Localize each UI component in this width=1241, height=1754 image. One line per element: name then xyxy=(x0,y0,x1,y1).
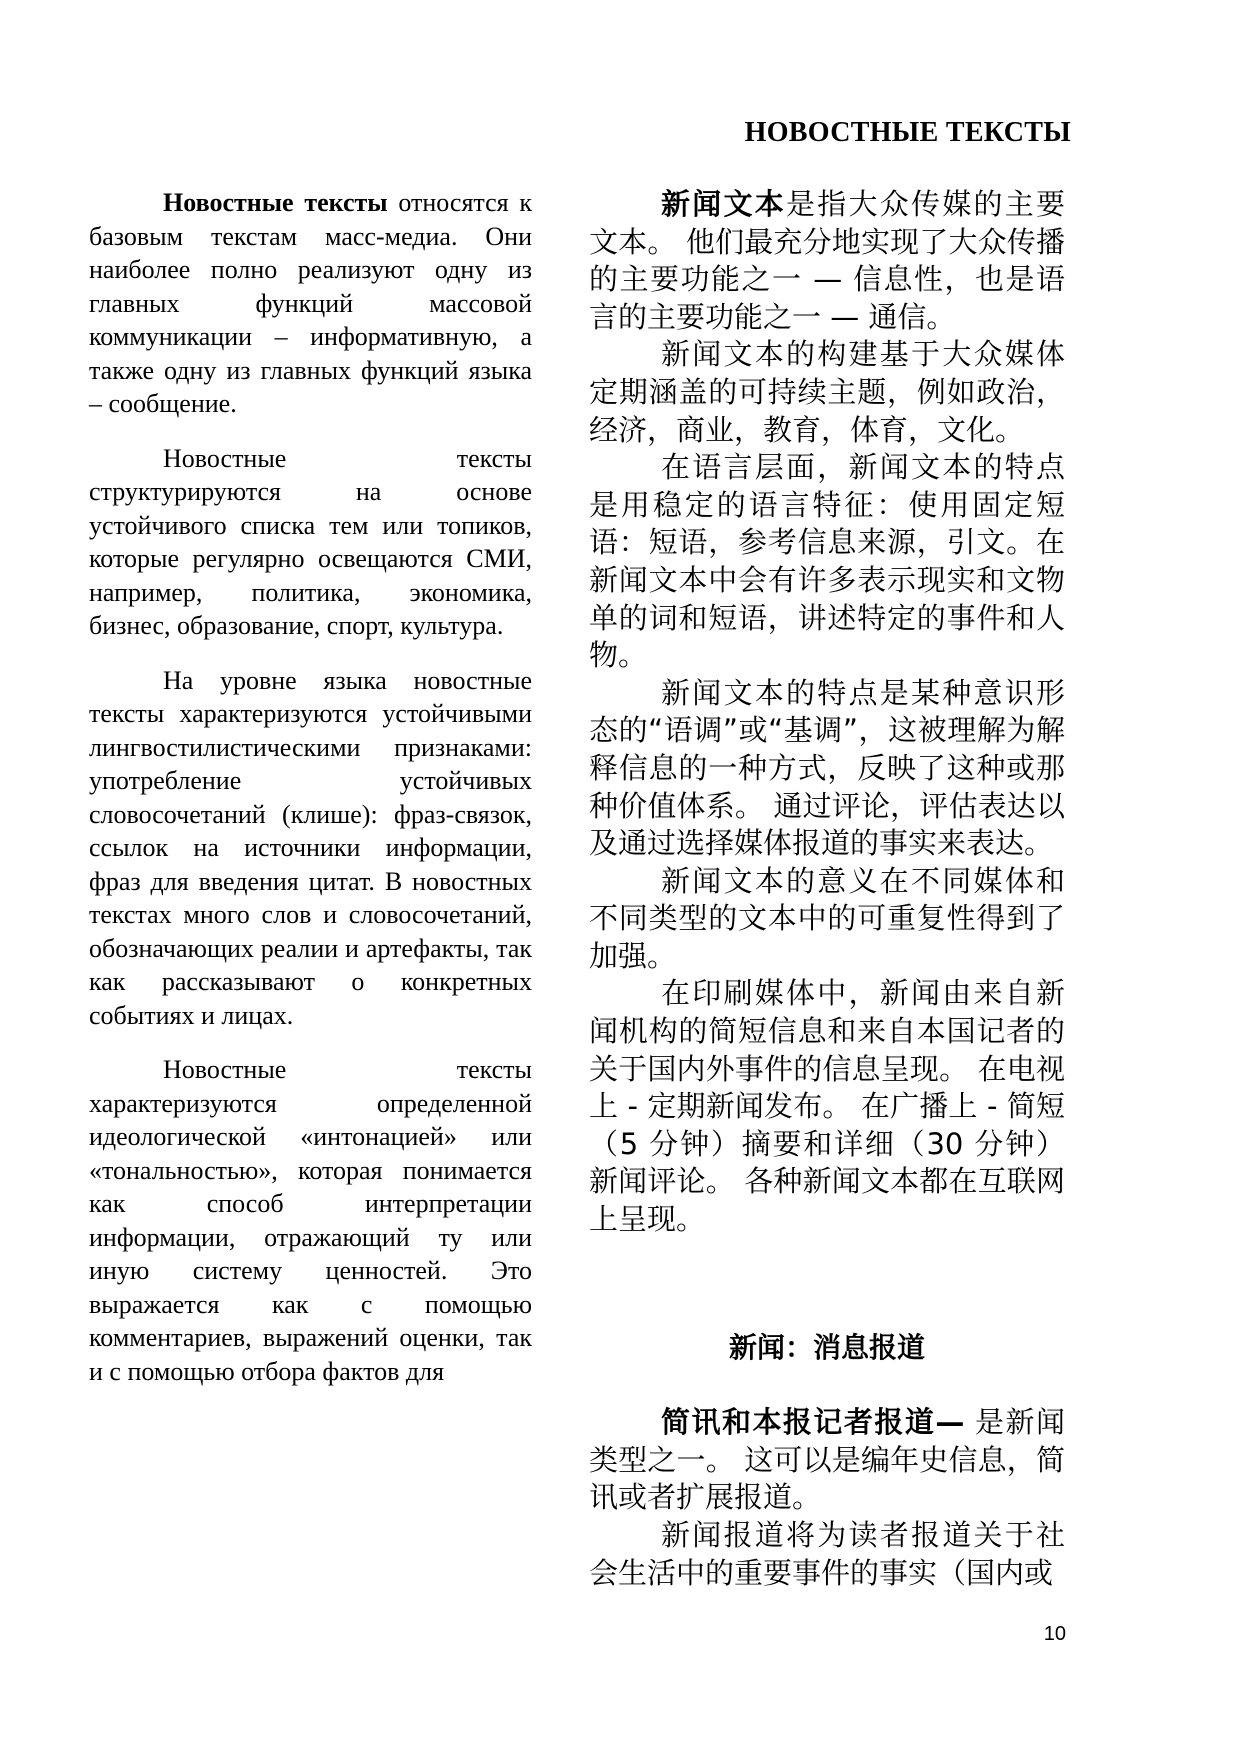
chinese-paragraph-7-text: 是新闻类型之一。 这可以是编年史信息，简讯或者扩展报道。 xyxy=(589,1405,1065,1515)
page-title: НОВОСТНЫЕ ТЕКСТЫ xyxy=(744,117,1071,148)
russian-paragraph-2: Новостные тексты структурируются на основе устойчивого списка тем или топиков, которые регулярно освещаются СМИ, например, политика, экономика, бизнес, образование, спорт, культура. xyxy=(89,443,532,640)
chinese-paragraph-3: 在语言层面，新闻文本的特点是用稳定的语言特征：使用固定短语：短语，参考信息来源，引文。在新闻文本中会有许多表示现实和文物单的词和短语，讲述特定的事件和人物。 xyxy=(589,450,1065,673)
russian-paragraph-1 xyxy=(89,186,532,421)
russian-paragraph-3: На уровне языка новостные тексты характеризуются устойчивыми лингвостилистическими признаками: употребление устойчивых словосочетаний (клише): фраз-связок, ссылок на источники информации, фраз для введения цитат. В новостных текстах много слов и словосочетаний, обозначающих реалии и артефакты, так как рассказывают о конкретных событиях и лицах. xyxy=(89,665,532,1030)
chinese-paragraph-5: 新闻文本的意义在不同媒体和不同类型的文本中的可重复性得到了加强。 xyxy=(589,863,1065,973)
chinese-paragraph-8: 新闻报道将为读者报道关于社会生活中的重要事件的事实（国内或 xyxy=(589,1518,1065,1590)
chinese-term-bold: 新闻文本 xyxy=(661,187,786,221)
chinese-paragraph-1 xyxy=(589,186,1065,336)
chinese-paragraph-7 xyxy=(589,1404,1065,1517)
chinese-paragraph-6: 在印刷媒体中，新闻由来自新闻机构的简短信息和来自本国记者的关于国内外事件的信息呈现。 在电视上 - 定期新闻发布。 在广播上 - 简短（5 分钟）摘要和详细（30 分钟）新闻评论。 各种新闻文本都在互联网上呈现。 xyxy=(589,976,1065,1237)
page-number: 10 xyxy=(1043,1623,1066,1645)
chinese-paragraph-1-text: 是指大众传媒的主要文本。 他们最充分地实现了大众传播的主要功能之一 — 信息性，也是语言的主要功能之一 — 通信。 xyxy=(589,187,1065,334)
chinese-term-bold-2: 简讯和本报记者报道— xyxy=(661,1405,965,1440)
russian-paragraph-1-text: относятся к базовым текстам масс-медиа. Они наиболее полно реализуют одну из главных функций массовой коммуникации – информативную, а также одну из главных функций языка – сообщение. xyxy=(89,188,533,418)
chinese-paragraph-4: 新闻文本的特点是某种意识形态的“语调”或“基调”，这被理解为解释信息的一种方式，反映了这种或那种价值体系。 通过评论，评估表达以及通过选择媒体报道的事实来表达。 xyxy=(589,675,1065,861)
chinese-column xyxy=(589,186,1065,1592)
chinese-section-heading: 新闻：消息报道 xyxy=(728,1330,925,1364)
russian-paragraph-4: Новостные тексты характеризуются определенной идеологической «интонацией» или «тональностью», которая понимается как способ интерпретации информации, отражающий ту или иную систему ценностей. Это выражается как с помощью комментариев, выражений оценки, так и с помощью отбора фактов для xyxy=(89,1055,532,1386)
russian-column xyxy=(89,186,532,1409)
chinese-paragraph-2: 新闻文本的构建基于大众媒体定期涵盖的可持续主题，例如政治，经济，商业，教育，体育，文化。 xyxy=(589,337,1065,447)
russian-term-bold: Новостные тексты xyxy=(163,188,388,217)
